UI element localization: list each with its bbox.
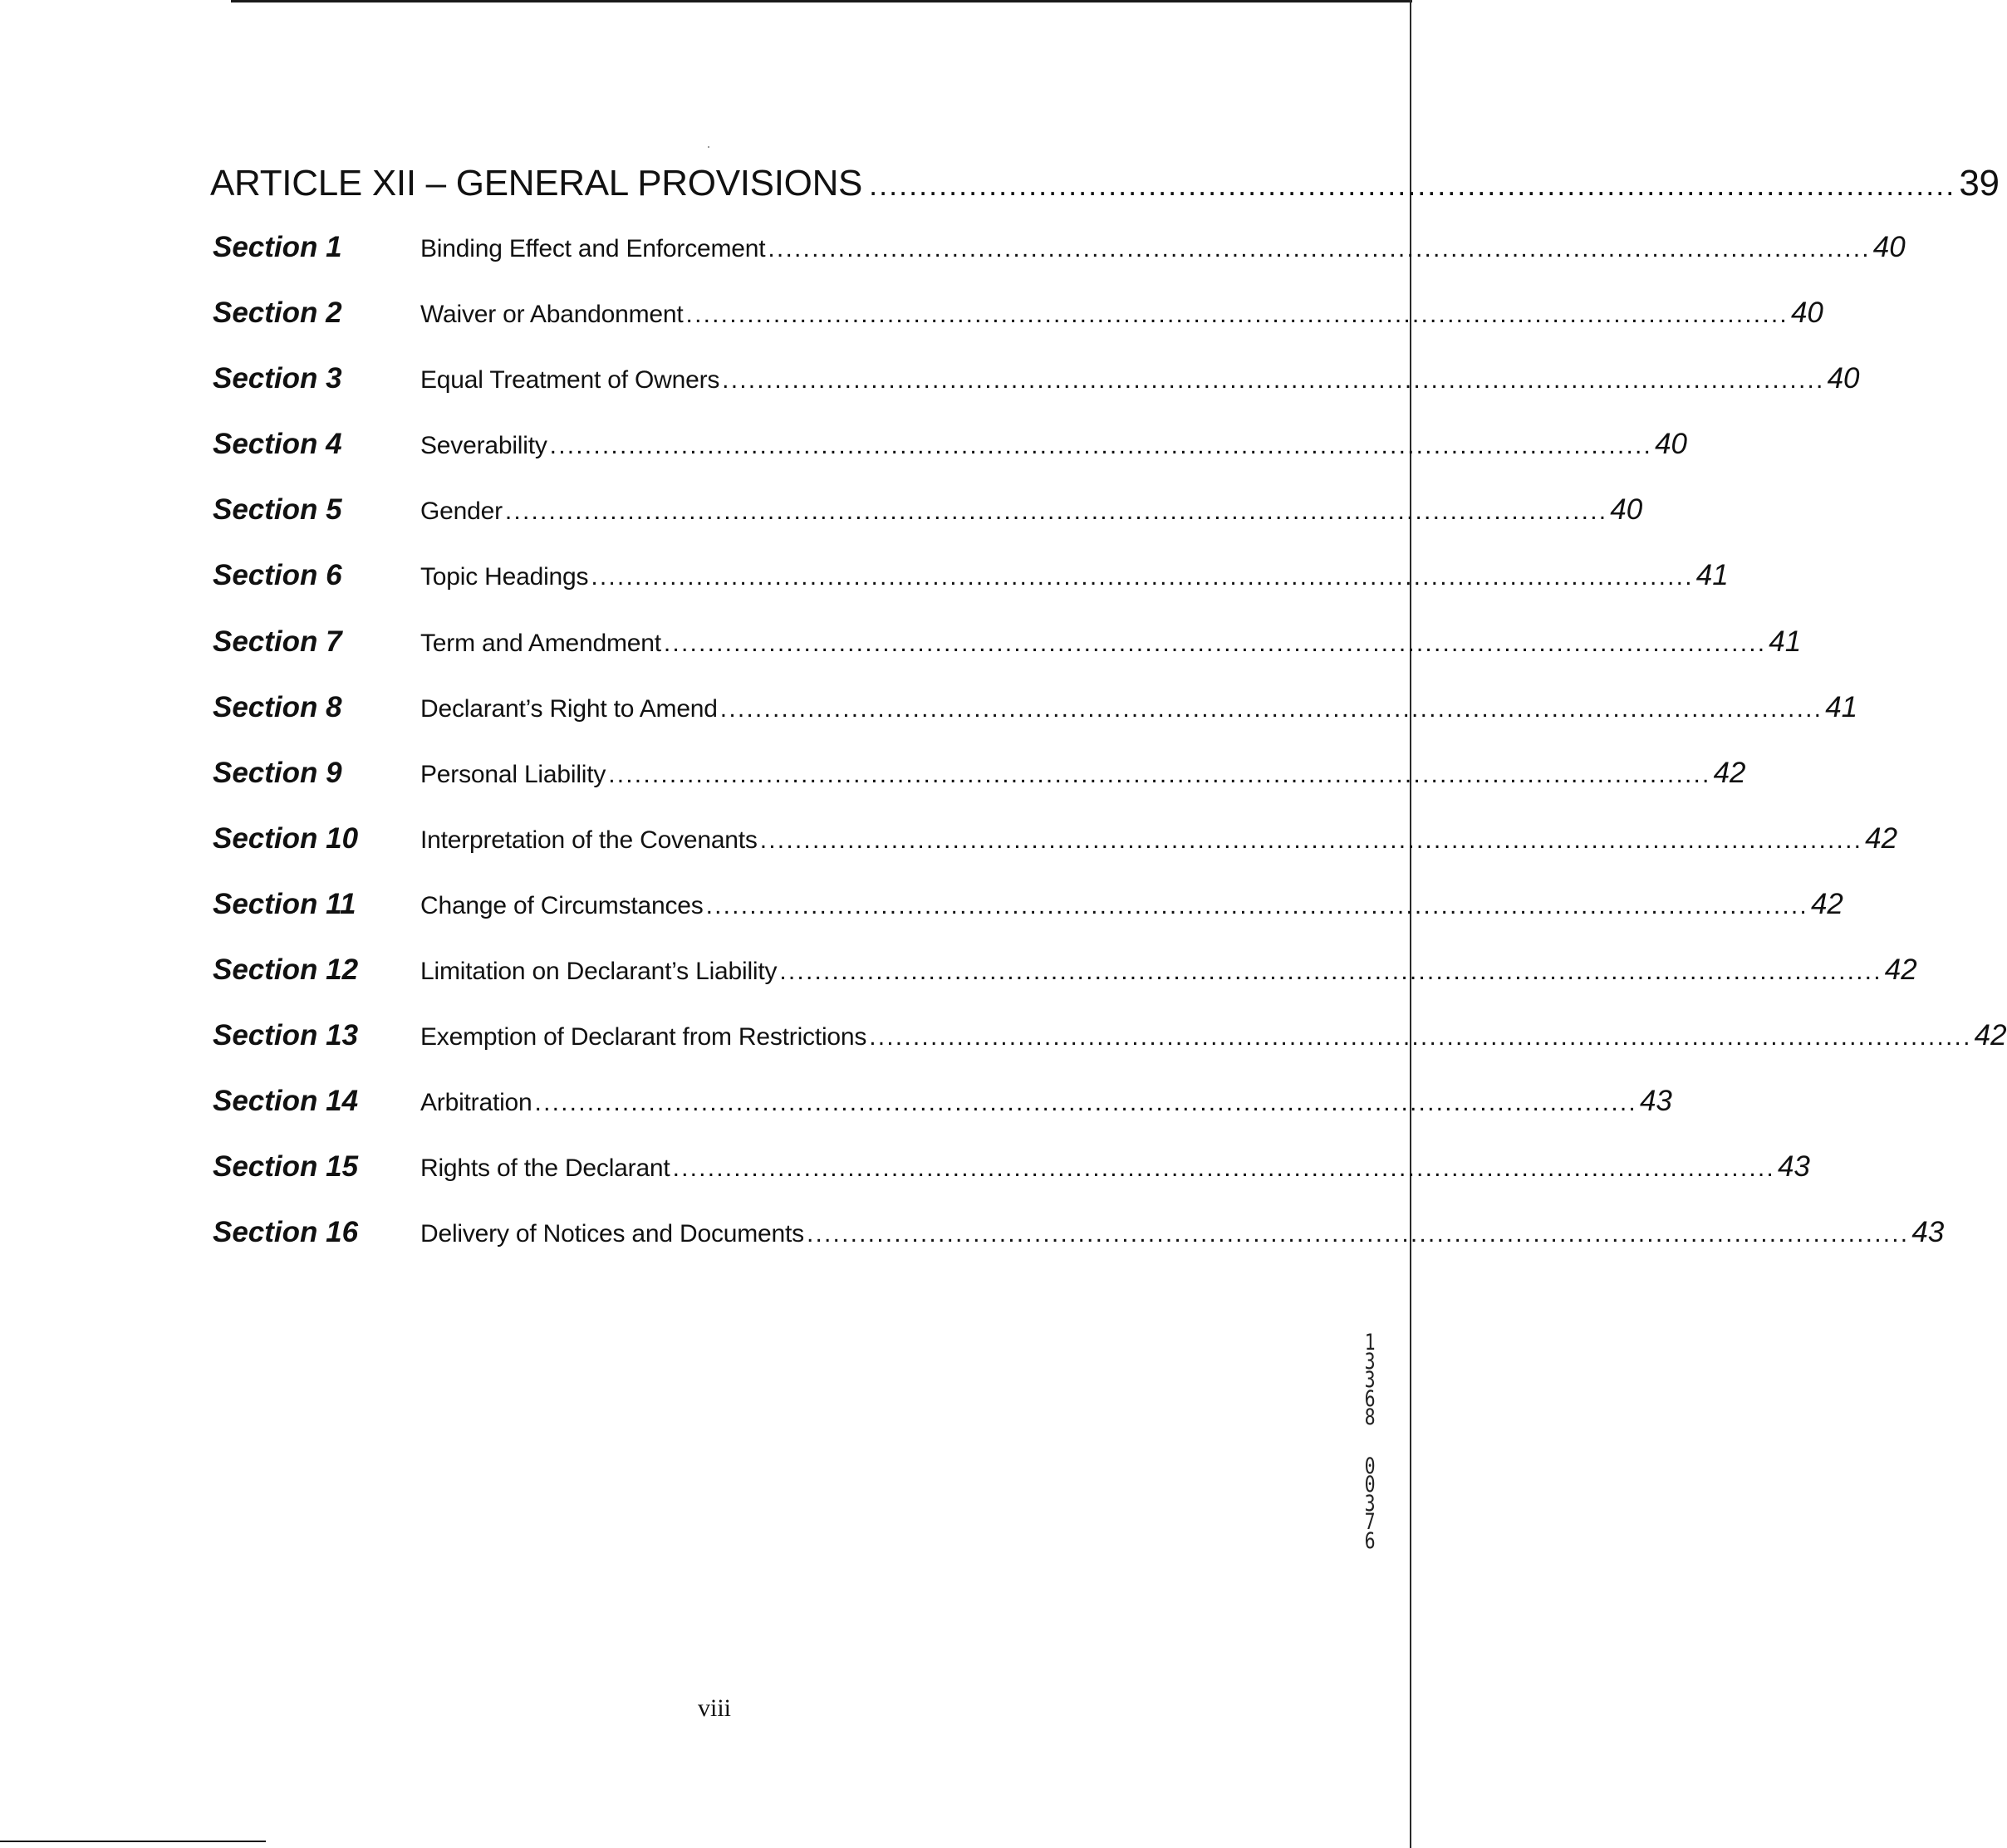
- section-page-number: 42: [1865, 821, 1898, 855]
- leader-dots: ..............................................................................................................................: [685, 301, 1789, 329]
- stamp-digit: 0: [1364, 1453, 1376, 1479]
- article-title: ARTICLE XII – GENERAL PROVISIONS: [210, 163, 863, 203]
- section-label: Section 15: [213, 1150, 359, 1184]
- toc-entry: [213, 821, 1898, 888]
- section-label: Section 9: [213, 756, 342, 789]
- toc-entry: [213, 297, 1823, 362]
- section-title: Term and Amendment: [420, 629, 661, 657]
- leader-dots: ..............................................................................................................................: [722, 366, 1825, 395]
- section-page-number: 42: [1884, 953, 1917, 987]
- section-label: Section 10: [213, 821, 359, 855]
- leader-dots: ..............................................................................................................................: [608, 760, 1711, 788]
- section-title: Severability: [420, 432, 547, 460]
- stamp-digit: 0: [1364, 1472, 1376, 1498]
- section-label: Section 5: [213, 493, 342, 527]
- toc-entry: [213, 1019, 2007, 1085]
- leader-dots: .............................................................................................................: [869, 168, 1956, 202]
- leader-dots: ..............................................................................................................................: [672, 1154, 1775, 1183]
- section-label: Section 1: [213, 231, 342, 263]
- section-title: Gender: [420, 498, 503, 526]
- toc-entry: [213, 1150, 1810, 1216]
- stamp-digit: 3: [1364, 1348, 1376, 1375]
- stamp-digit: 8: [1364, 1404, 1376, 1430]
- section-page-number: 42: [1810, 887, 1843, 920]
- leader-dots: ..............................................................................................................................: [768, 235, 1871, 262]
- toc-entry: [213, 428, 1688, 493]
- section-title: Personal Liability: [420, 760, 606, 788]
- section-title: Interpretation of the Covenants: [420, 826, 758, 854]
- section-label: Section 13: [213, 1019, 359, 1052]
- toc-entry: [213, 756, 1746, 822]
- section-title: Waiver or Abandonment: [420, 301, 684, 329]
- section-title: Declarant’s Right to Amend: [420, 694, 718, 723]
- top-rule: [231, 0, 1412, 2]
- section-page-number: 40: [1610, 493, 1643, 527]
- toc-entry: [213, 362, 1860, 428]
- section-title: Exemption of Declarant from Restrictions: [420, 1023, 867, 1051]
- leader-dots: ..............................................................................................................................: [779, 958, 1882, 986]
- toc-entry: [213, 887, 1843, 953]
- toc-entry: [213, 953, 1917, 1019]
- stamp-digit: 3: [1364, 1367, 1376, 1393]
- leader-dots: ..............................................................................................................................: [759, 826, 1863, 854]
- leader-dots: ..............................................................................................................................: [591, 563, 1694, 591]
- section-label: Section 3: [213, 362, 342, 395]
- section-label: Section 7: [213, 625, 342, 658]
- article-page-number: 39: [1959, 163, 2000, 203]
- section-page-number: 40: [1827, 362, 1860, 395]
- stamp-digit: 6: [1364, 1385, 1376, 1412]
- article-heading: [210, 163, 2000, 213]
- stamp-digit: 6: [1364, 1527, 1376, 1554]
- section-title: Topic Headings: [420, 563, 589, 591]
- section-page-number: 40: [1655, 428, 1688, 461]
- section-page-number: 42: [1713, 756, 1746, 789]
- leader-dots: ..............................................................................................................................: [719, 694, 1823, 723]
- section-title: Change of Circumstances: [420, 891, 704, 919]
- leader-dots: ..............................................................................................................................: [663, 629, 1767, 657]
- section-label: Section 2: [213, 297, 342, 330]
- bottom-rule: [0, 1841, 266, 1842]
- leader-dots: ..............................................................................................................................: [549, 432, 1653, 460]
- page-number: viii: [697, 1694, 731, 1722]
- stamp-digit: 3: [1364, 1490, 1376, 1517]
- section-page-number: 40: [1790, 297, 1823, 330]
- leader-dots: ..............................................................................................................................: [806, 1220, 1910, 1248]
- scan-speck: [708, 146, 709, 148]
- section-page-number: 41: [1769, 625, 1802, 658]
- section-page-number: 43: [1911, 1216, 1945, 1249]
- section-title: Delivery of Notices and Documents: [420, 1220, 804, 1248]
- section-label: Section 14: [213, 1085, 359, 1118]
- side-document-stamp: [1361, 1330, 1379, 1554]
- section-label: Section 11: [213, 887, 356, 920]
- section-title: Binding Effect and Enforcement: [420, 235, 766, 262]
- section-page-number: 42: [1974, 1019, 2007, 1052]
- leader-dots: ..............................................................................................................................: [504, 498, 1608, 526]
- leader-dots: ..............................................................................................................................: [705, 891, 1808, 919]
- leader-dots: ..............................................................................................................................: [534, 1089, 1637, 1117]
- toc-entry: [213, 625, 1802, 691]
- stamp-digit: 7: [1364, 1509, 1376, 1535]
- section-title: Equal Treatment of Owners: [420, 366, 720, 395]
- toc-entry: [213, 231, 1906, 297]
- toc-entry: [213, 690, 1858, 757]
- toc-entry: [213, 1216, 1945, 1282]
- toc-entry: [213, 559, 1729, 625]
- stamp-digit: 1: [1364, 1330, 1376, 1355]
- section-label: Section 4: [213, 428, 342, 461]
- section-title: Arbitration: [420, 1089, 532, 1117]
- right-edge-rule: [1410, 0, 1411, 1848]
- section-label: Section 16: [213, 1216, 359, 1249]
- section-page-number: 43: [1777, 1150, 1810, 1184]
- section-label: Section 8: [213, 690, 342, 723]
- section-title: Limitation on Declarant’s Liability: [420, 958, 778, 986]
- toc-entry: [213, 1085, 1672, 1150]
- toc-entry: [213, 493, 1643, 559]
- leader-dots: ..............................................................................................................................: [869, 1023, 1972, 1051]
- section-page-number: 40: [1872, 231, 1906, 263]
- section-page-number: 41: [1825, 690, 1858, 723]
- toc-section-list: [213, 231, 2007, 1282]
- section-page-number: 43: [1639, 1085, 1672, 1118]
- section-label: Section 6: [213, 559, 342, 592]
- section-title: Rights of the Declarant: [420, 1154, 670, 1183]
- section-page-number: 41: [1695, 559, 1729, 592]
- section-label: Section 12: [213, 953, 359, 987]
